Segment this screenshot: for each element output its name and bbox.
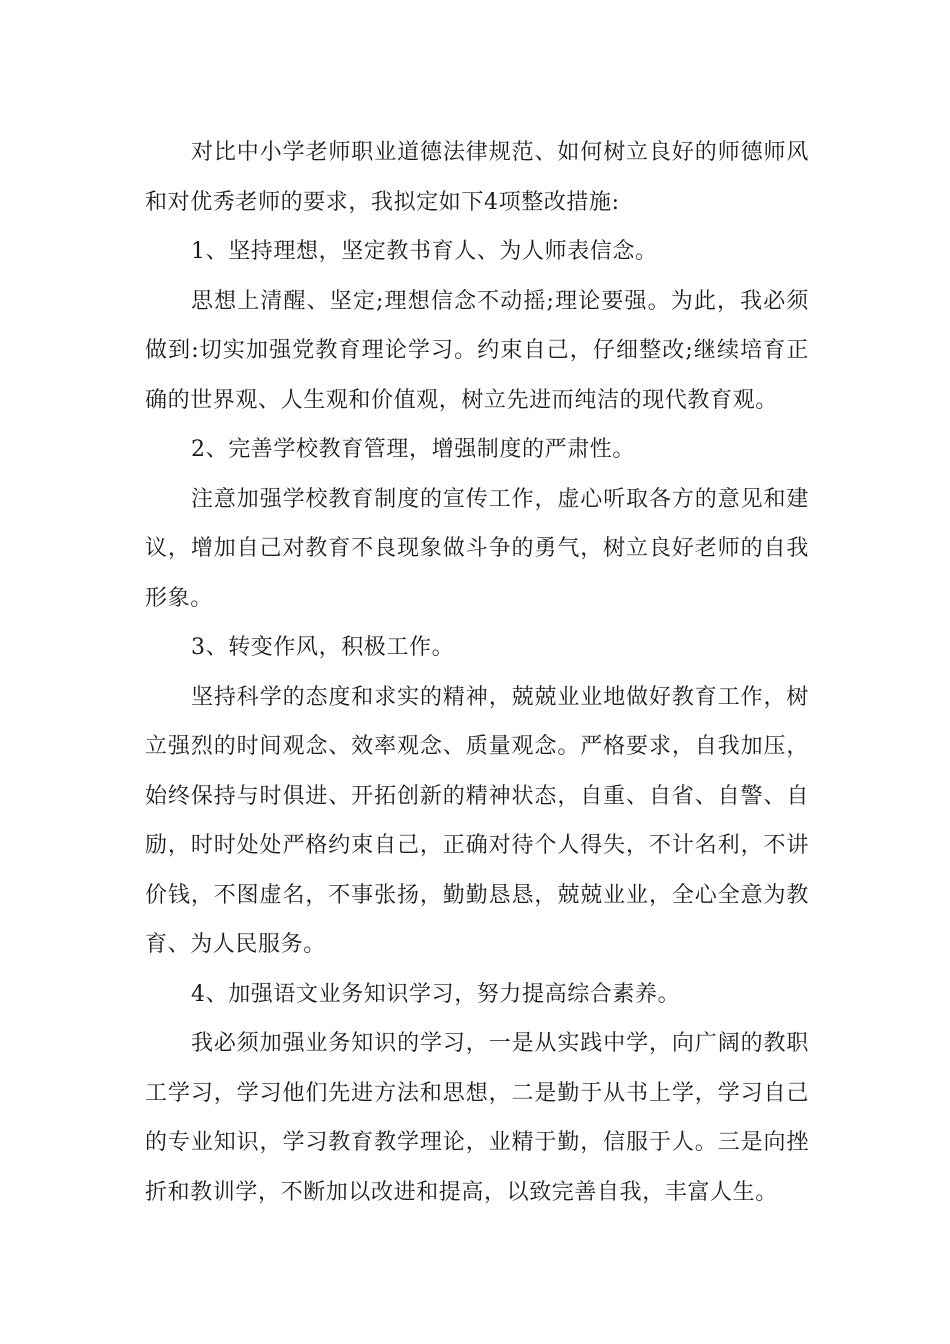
heading-measure-1: 1、坚持理想，坚定教书育人、为人师表信念。: [191, 239, 658, 264]
document-body: [145, 128, 809, 1217]
paragraph-measure-4: 我必须加强业务知识的学习，一是从实践中学，向广阔的教职工学习，学习他们先进方法和思想，二是勤于从书上学，学习自己的专业知识，学习教育教学理论，业精于勤，信服于人。三是向挫折和教训学，不断加以改进和提高，以致完善自我，丰富人生。: [145, 1031, 809, 1205]
heading-measure-4: 4、加强语文业务知识学习，努力提高综合素养。: [191, 981, 681, 1007]
paragraph-measure-1: 思想上清醒、坚定;理想信念不动摇;理论要强。为此，我必须做到:切实加强党教育理论学习。约束自己，仔细整改;继续培育正确的世界观、人生观和价值观，树立先进而纯洁的现代教育观。: [145, 288, 809, 413]
heading-measure-2: 2、完善学校教育管理，增强制度的严肃性。: [191, 437, 635, 462]
heading-measure-3: 3、转变作风，积极工作。: [191, 635, 455, 660]
paragraph-intro: 对比中小学老师职业道德法律规范、如何树立良好的师德师风和对优秀老师的要求，我拟定如下4项整改措施:: [145, 140, 809, 215]
paragraph-measure-3: 坚持科学的态度和求实的精神，兢兢业业地做好教育工作，树立强烈的时间观念、效率观念、质量观念。严格要求，自我加压，始终保持与时俱进、开拓创新的精神状态，自重、自省、自警、自励，时时处处严格约束自己，正确对待个人得失，不计名利，不讲价钱，不图虚名，不事张扬，勤勤恳恳，兢兢业业，全心全意为教育、为人民服务。: [145, 684, 809, 957]
paragraph-measure-2: 注意加强学校教育制度的宣传工作，虚心听取各方的意见和建议，增加自己对教育不良现象做斗争的勇气，树立良好老师的自我形象。: [145, 486, 809, 611]
